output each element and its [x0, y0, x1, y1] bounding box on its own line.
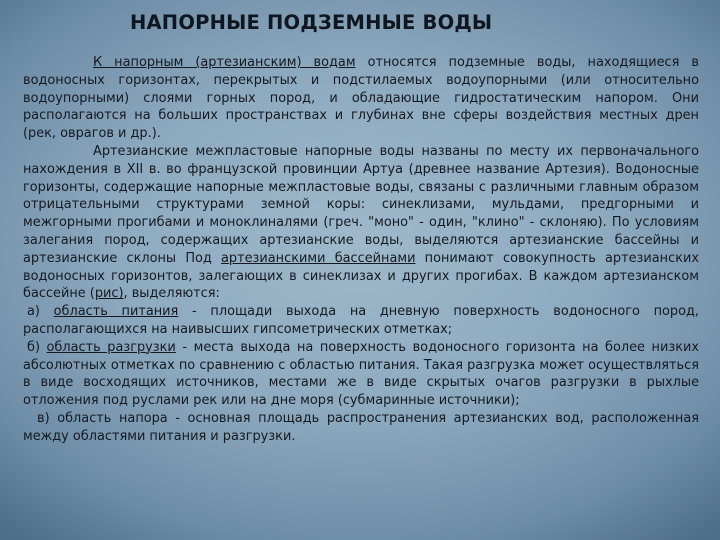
artesian-basins-term: артезианскими бассейнами [221, 250, 416, 266]
discharge-area-term: область разгрузки [46, 339, 176, 355]
slide-body [23, 54, 699, 446]
paragraph-pressure-area [23, 410, 699, 446]
recharge-area-term: область питания [53, 304, 179, 320]
paragraph-artesian-definition [23, 54, 699, 143]
artesian-definition-text: относятся подземные воды, находящиеся в водоносных горизонтах, перекрытых и подстилаемых водоупорными (или относительно водоупорными) слоями горных пород, и обладающие гидростатическим напором. Они располагаются на больших пространствах и глубинах вне сферы воздействия местных дрен (рек, оврагов и др.). [23, 55, 699, 142]
paragraph-recharge-area [23, 303, 699, 339]
artesian-origin-text-3: , выделяются: [123, 286, 220, 302]
paragraph-artesian-origin [23, 143, 699, 303]
figure-link[interactable]: рис) [94, 286, 124, 302]
pressure-area-text: в) область напора - основная площадь распространения артезианских вод, расположенная между областями питания и разгрузки. [23, 410, 699, 444]
artesian-origin-text-1: Артезианские межпластовые напорные воды названы по месту их первоначального нахождения в XII в. во французской провинции Артуа (древнее название Артезия). Водоносные горизонты, содержащие напорные межпластовые воды, связаны с различными главным образом отрицательными структурами земной коры: синеклизами, мульдами, предгорными и межгорными прогибами и моноклиналями (греч. "моно" - один, "клино" - склоняю). По условиям залегания пород, содержащих артезианские воды, выделяются артезианские бассейны и артезианские склоны Под [23, 143, 699, 266]
discharge-area-text: - места выхода на поверхность водоносного горизонта на более низких абсолютных отметках по сравнению с областью питания. Такая разгрузка может осуществляться в виде восходящих источников, местами же в виде скрытых очагов разгрузки в рыхлые отложения под руслами рек или на дне моря (субмаринные источники); [23, 339, 700, 409]
artesian-waters-term: К напорным (артезианским) водам [93, 55, 356, 70]
artesian-origin-text-2: понимают совокупность артезианских водоносных горизонтов, залегающих в синеклизах и других прогибах. В каждом артезианском бассейне ( [23, 250, 699, 302]
paragraph-discharge-area [23, 339, 699, 410]
recharge-area-prefix: а) [27, 304, 54, 320]
recharge-area-text: - площади выхода на дневную поверхность водоносного пород, располагающихся на наивысших гипсометрических отметках; [23, 304, 700, 337]
discharge-area-prefix: б) [27, 339, 47, 355]
slide-title: НАПОРНЫЕ ПОДЗЕМНЫЕ ВОДЫ [130, 11, 493, 34]
